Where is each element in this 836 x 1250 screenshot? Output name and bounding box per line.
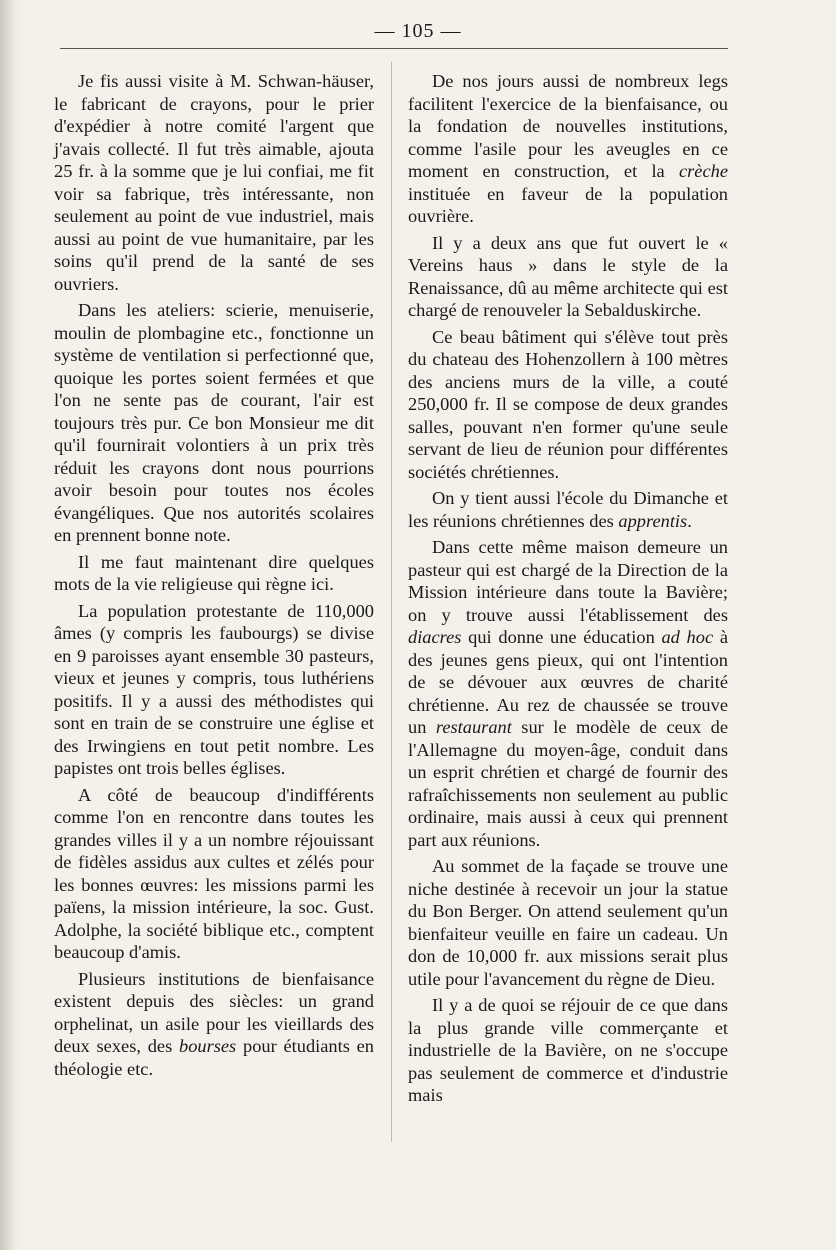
paragraph bbox=[54, 299, 374, 547]
text-segment: La population protestante de 110,000 âmes (y compris les faubourgs) se divise en 9 paroisses ayant ensemble 30 pasteurs, vieux et jeunes y compris, tous luthériens positifs. Il y a aussi des méthodistes qui sont en train de se construire une église et des Irwingiens en tout petit nombre. Les papistes ont trois belles églises. bbox=[54, 600, 374, 778]
italic-text: bourses bbox=[179, 1036, 237, 1056]
paragraph bbox=[408, 536, 728, 851]
text-segment: sur le modèle de ceux de l'Allemagne du moyen-âge, conduit dans un esprit chrétien et chargé de fournir des rafraîchissements non seulement au public ordinaire, mais aussi à ceux qui prennent part aux réunions. bbox=[408, 717, 728, 850]
italic-text: diacres bbox=[408, 627, 462, 647]
text-segment: Je fis aussi visite à M. Schwan-häuser, le fabricant de crayons, pour le prier d'expédier à notre comité l'argent que j'avais collecté. Il fut très aimable, ajouta 25 fr. à la somme que je lui confiai, me fit voir sa fabrique, très intéressante, non seulement au point de vue industriel, mais aussi au point de vue humanitaire, par les soins qu'il prend de la santé de ses ouvriers. bbox=[54, 71, 374, 294]
text-segment: On y tient aussi l'école du Dimanche et les réunions chrétiennes des bbox=[408, 488, 728, 531]
paragraph bbox=[54, 784, 374, 964]
page-edge-shadow bbox=[0, 0, 22, 1250]
text-segment: Plusieurs institutions de bienfaisance existent depuis des siècles: un grand orphelinat, un asile pour les vieillards des deux sexes, des bbox=[54, 968, 374, 1056]
text-segment: . bbox=[687, 510, 692, 531]
header-rule bbox=[60, 48, 728, 49]
paragraph bbox=[408, 326, 728, 484]
paragraph bbox=[408, 70, 728, 228]
text-segment: Il y a de quoi se réjouir de ce que dans la plus grande ville commerçante et industrielle de la Bavière, on ne s'occupe pas seulement de commerce et d'industrie mais bbox=[408, 995, 728, 1105]
paragraph bbox=[408, 994, 728, 1107]
page-number: — 105 — bbox=[374, 20, 462, 42]
text-segment: Ce beau bâtiment qui s'élève tout près du chateau des Hohenzollern à 100 mètres des anciens murs de la ville, a couté 250,000 fr. Il se compose de deux grandes salles, pouvant n'en former qu'une seule servant de lieu de réunion pour différentes sociétés chrétiennes. bbox=[408, 326, 728, 482]
paragraph bbox=[54, 70, 374, 295]
paragraph bbox=[54, 600, 374, 780]
left-column bbox=[54, 70, 374, 1084]
text-segment: qui donne une éducation bbox=[461, 627, 662, 647]
paragraph bbox=[54, 968, 374, 1081]
text-segment: De nos jours aussi de nombreux legs facilitent l'exercice de la bienfaisance, ou la fondation de nouvelles institutions, comme l'asile pour les aveugles en ce moment en construction, et la bbox=[408, 71, 728, 181]
text-segment: à des jeunes gens pieux, qui ont l'intention de se dévouer aux œuvres de charité chrétienne. Au rez de chaussée se trouve un bbox=[408, 627, 728, 737]
italic-text: ad hoc bbox=[661, 627, 714, 647]
text-segment: Dans les ateliers: scierie, menuiserie, moulin de plombagine etc., fonctionne un système de ventilation si perfectionné que, quoique les portes soient fermées et que l'on ne sente pas de courant, l'air est toujours très pur. Ce bon Monsieur me dit qu'il fournirait volontiers à un prix très réduit les crayons dont nous pourrions avoir besoin pour toutes nos écoles évangéliques. Que nos autorités scolaires en prennent bonne note. bbox=[54, 300, 374, 545]
italic-text: apprentis bbox=[618, 510, 688, 531]
italic-text: restaurant bbox=[435, 717, 512, 737]
text-segment: instituée en faveur de la population ouvrière. bbox=[408, 183, 728, 226]
paragraph bbox=[408, 232, 728, 322]
paragraph bbox=[408, 855, 728, 990]
text-segment: A côté de beaucoup d'indifférents comme l'on en rencontre dans toutes les grandes villes il y a un nombre réjouissant de fidèles assidus aux cultes et zélés pour les bonnes œuvres: les missions parmi les païens, la mission intérieure, la soc. Gust. Adolphe, la société biblique etc., comptent beaucoup d'amis. bbox=[54, 784, 374, 962]
right-column bbox=[408, 70, 728, 1111]
paragraph bbox=[408, 487, 728, 532]
paragraph bbox=[54, 551, 374, 596]
italic-text: crèche bbox=[678, 161, 728, 181]
text-segment: Il y a deux ans que fut ouvert le « Vereins haus » dans le style de la Renaissance, dû au même architecte qui est chargé de renouveler la Sebalduskirche. bbox=[408, 232, 728, 320]
text-segment: pour étudiants en théologie etc. bbox=[54, 1036, 374, 1079]
text-segment: Il me faut maintenant dire quelques mots de la vie religieuse qui règne ici. bbox=[54, 551, 374, 594]
text-segment: Dans cette même maison demeure un pasteur qui est chargé de la Direction de la Mission intérieure dans toute la Bavière; on y trouve aussi l'établissement des bbox=[408, 537, 728, 625]
column-divider bbox=[391, 62, 392, 1142]
text-segment: Au sommet de la façade se trouve une niche destinée à recevoir un jour la statue du Bon Berger. On attend seulement qu'un bienfaiteur veuille en faire un cadeau. Un don de 10,000 fr. aux missions serait plus utile pour l'avancement du règne de Dieu. bbox=[408, 856, 728, 989]
